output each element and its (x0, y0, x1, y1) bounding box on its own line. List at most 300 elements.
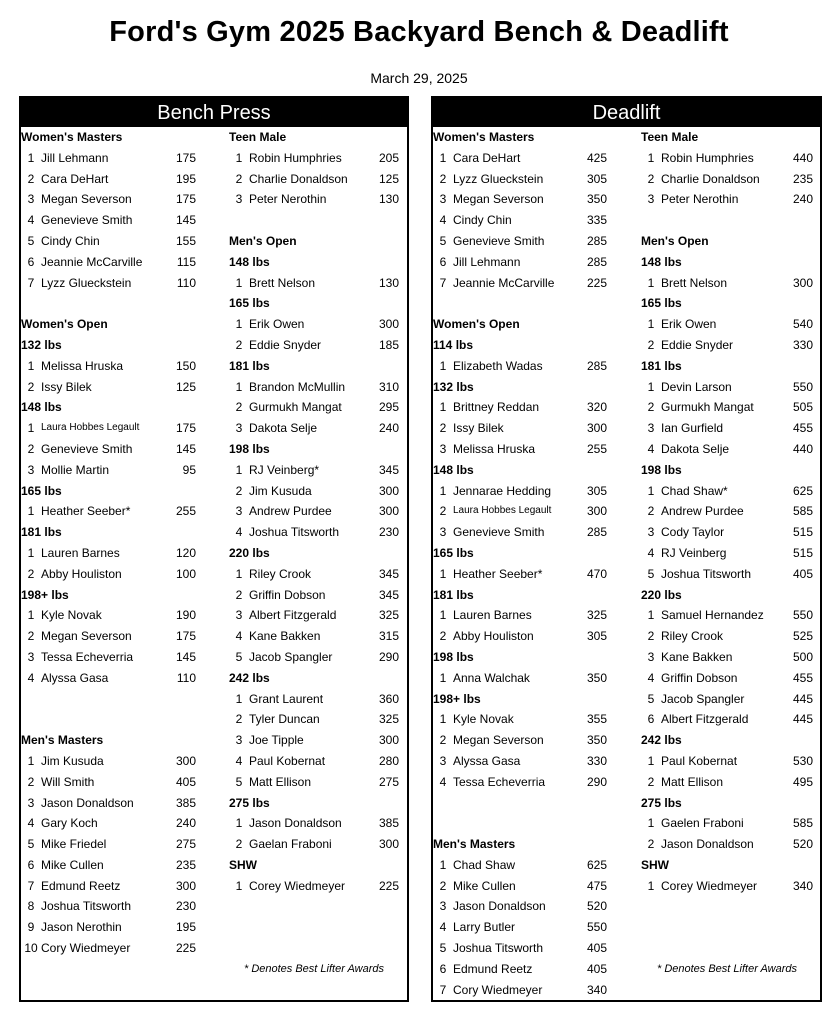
panel-title: Bench Press (21, 98, 407, 127)
lift-weight: 445 (792, 691, 813, 706)
lifter-name: Elizabeth Wadas (453, 358, 543, 373)
lifter-row (21, 605, 196, 626)
place-number: 2 (235, 171, 243, 186)
place-number: 3 (235, 733, 243, 748)
lifter-row (21, 148, 196, 169)
lifter-row (21, 668, 196, 689)
lifter-row (641, 772, 813, 793)
lifter-row (433, 730, 607, 751)
lift-weight: 360 (378, 691, 399, 706)
lifter-name: Heather Seeber* (41, 504, 131, 519)
lifter-row (641, 605, 813, 626)
place-number: 1 (27, 608, 35, 623)
lifter-row (229, 397, 399, 418)
lift-weight: 175 (175, 192, 196, 207)
lift-weight: 440 (792, 150, 813, 165)
lift-weight: 625 (792, 483, 813, 498)
place-number: 6 (27, 857, 35, 872)
place-number: 4 (647, 670, 655, 685)
place-number: 2 (235, 587, 243, 602)
lifter-name: Melissa Hruska (41, 358, 124, 373)
panel-title: Deadlift (433, 98, 820, 127)
lifter-name: Alyssa Gasa (453, 753, 521, 768)
lifter-name: RJ Veinberg (661, 545, 727, 560)
lifter-row (229, 647, 399, 668)
lifter-row (433, 169, 607, 190)
lift-weight: 155 (175, 233, 196, 248)
lifter-row (229, 626, 399, 647)
lifter-name: Megan Severson (453, 192, 544, 207)
lift-weight: 175 (175, 150, 196, 165)
lifter-name: Corey Wiedmeyer (249, 878, 346, 893)
place-number: 2 (647, 400, 655, 415)
lifter-name: Brett Nelson (249, 275, 316, 290)
lifter-name: Cory Wiedmeyer (453, 982, 543, 997)
lifter-name: Gaelan Fraboni (249, 837, 332, 852)
place-number: 1 (647, 275, 655, 290)
lift-weight: 520 (792, 837, 813, 852)
lifter-name: Edmund Reetz (453, 961, 533, 976)
place-number: 1 (439, 400, 447, 415)
lifter-row (433, 668, 607, 689)
category-heading: 198+ lbs (21, 587, 69, 602)
lift-weight: 345 (378, 566, 399, 581)
place-number: 1 (647, 317, 655, 332)
lifter-name: Jeannie McCarville (453, 275, 555, 290)
lifter-name: Jason Donaldson (453, 899, 546, 914)
place-number: 1 (235, 878, 243, 893)
place-number: 5 (647, 691, 655, 706)
lifter-name: Cindy Chin (41, 233, 100, 248)
category-heading: 181 lbs (21, 525, 62, 540)
lifter-name: Joshua Titsworth (41, 899, 132, 914)
lifter-name: Issy Bilek (453, 421, 504, 436)
place-number: 2 (647, 504, 655, 519)
place-number: 5 (439, 233, 447, 248)
lifter-row (433, 148, 607, 169)
place-number: 3 (439, 192, 447, 207)
lift-weight: 345 (378, 587, 399, 602)
place-number: 1 (27, 421, 35, 436)
place-number: 3 (27, 462, 35, 477)
footnote: * Denotes Best Lifter Awards (656, 962, 797, 975)
place-number: 3 (27, 192, 35, 207)
category-heading: Teen Male (229, 130, 287, 144)
spacer-row (21, 709, 196, 730)
lifter-name: Matt Ellison (249, 774, 312, 789)
place-number: 5 (27, 233, 35, 248)
place-number: 2 (647, 629, 655, 644)
place-number: 2 (27, 566, 35, 581)
lifter-row (641, 751, 813, 772)
lifter-name: Joshua Titsworth (661, 566, 752, 581)
lift-weight: 350 (586, 192, 607, 207)
lifter-name: Erik Owen (249, 317, 305, 332)
place-number: 1 (647, 379, 655, 394)
lifter-row (229, 834, 399, 855)
place-number: 2 (27, 441, 35, 456)
place-number: 1 (439, 566, 447, 581)
place-number: 2 (647, 774, 655, 789)
category-heading: Men's Masters (21, 733, 104, 748)
lifter-row (641, 501, 813, 522)
lifter-row (229, 481, 399, 502)
category-heading: 242 lbs (641, 733, 682, 748)
lifter-row (641, 335, 813, 356)
lift-weight: 530 (792, 753, 813, 768)
lifter-row (21, 543, 196, 564)
lifter-name: Alyssa Gasa (41, 670, 109, 685)
place-number: 4 (235, 753, 243, 768)
lifter-name: Jeannie McCarville (41, 254, 143, 269)
lifter-row (21, 418, 196, 439)
lift-weight: 445 (792, 712, 813, 727)
place-number: 3 (647, 421, 655, 436)
place-number: 6 (647, 712, 655, 727)
lifter-name: Cara DeHart (41, 171, 109, 186)
lift-weight: 300 (378, 317, 399, 332)
lifter-name: Brittney Reddan (453, 400, 540, 415)
place-number: 2 (439, 878, 447, 893)
lifter-row (229, 751, 399, 772)
lifter-row (229, 709, 399, 730)
lift-weight: 350 (586, 670, 607, 685)
lifter-row (229, 876, 399, 897)
place-number: 2 (235, 837, 243, 852)
lifter-row (21, 793, 196, 814)
lifter-row (229, 377, 399, 398)
lift-weight: 235 (792, 171, 813, 186)
place-number: 1 (235, 566, 243, 581)
lifter-name: Dakota Selje (661, 441, 730, 456)
category-heading: 148 lbs (229, 254, 270, 269)
lifter-name: Megan Severson (41, 629, 132, 644)
lifter-row (641, 626, 813, 647)
place-number: 4 (235, 525, 243, 540)
lifter-row (641, 273, 813, 294)
lifter-name: Andrew Purdee (249, 504, 332, 519)
lifter-name: Matt Ellison (661, 774, 724, 789)
footnote: * Denotes Best Lifter Awards (243, 962, 384, 975)
lift-weight: 550 (586, 920, 607, 935)
place-number: 4 (27, 816, 35, 831)
lift-weight: 280 (378, 753, 399, 768)
lift-weight: 540 (792, 317, 813, 332)
spacer-row (641, 938, 813, 959)
lifter-row (433, 751, 607, 772)
place-number: 5 (439, 941, 447, 956)
lifter-row (641, 397, 813, 418)
lift-weight: 300 (378, 504, 399, 519)
lifter-name: Jacob Spangler (661, 691, 745, 706)
category-heading: 198 lbs (641, 462, 682, 477)
lifter-name: Genevieve Smith (41, 441, 133, 456)
lift-weight: 230 (378, 525, 399, 540)
lifter-row (641, 439, 813, 460)
lift-weight: 255 (175, 504, 196, 519)
lift-weight: 405 (175, 774, 196, 789)
lifter-row (641, 647, 813, 668)
lift-weight: 145 (175, 213, 196, 228)
spacer-row (641, 896, 813, 917)
lifter-name: Cara DeHart (453, 150, 521, 165)
lifter-name: Samuel Hernandez (661, 608, 764, 623)
lift-weight: 145 (175, 441, 196, 456)
lift-weight: 405 (586, 941, 607, 956)
lifter-name: Kane Bakken (661, 649, 733, 664)
spacer-row (229, 896, 399, 917)
place-number: 2 (235, 400, 243, 415)
place-number: 1 (439, 857, 447, 872)
place-number: 4 (235, 629, 243, 644)
lifter-row (21, 751, 196, 772)
lifter-row (229, 772, 399, 793)
place-number: 4 (27, 670, 35, 685)
lifter-name: Andrew Purdee (661, 504, 744, 519)
lift-weight: 290 (586, 774, 607, 789)
lifter-row (641, 689, 813, 710)
category-heading: 165 lbs (229, 296, 270, 311)
lift-weight: 515 (792, 525, 813, 540)
lifter-row (229, 169, 399, 190)
lifter-row (21, 356, 196, 377)
category-heading: Women's Open (433, 317, 520, 332)
lift-weight: 190 (175, 608, 196, 623)
category-heading: Women's Masters (433, 130, 535, 144)
lifter-name: Corey Wiedmeyer (661, 878, 758, 893)
bench-press-right-column (229, 127, 399, 980)
spacer-row (229, 938, 399, 959)
place-number: 2 (439, 421, 447, 436)
lifter-name: Megan Severson (41, 192, 132, 207)
lift-weight: 275 (378, 774, 399, 789)
category-heading: 198 lbs (433, 649, 474, 664)
place-number: 4 (647, 545, 655, 560)
lifter-row (229, 189, 399, 210)
spacer-row (433, 813, 607, 834)
lifter-name: Riley Crook (249, 566, 312, 581)
lifter-row (21, 938, 196, 959)
lifter-row (433, 481, 607, 502)
place-number: 1 (27, 504, 35, 519)
lift-weight: 305 (586, 629, 607, 644)
place-number: 5 (235, 774, 243, 789)
place-number: 2 (27, 774, 35, 789)
lifter-name: Mike Cullen (41, 857, 104, 872)
lifter-row (641, 314, 813, 335)
place-number: 5 (235, 649, 243, 664)
place-number: 4 (439, 774, 447, 789)
place-number: 3 (439, 525, 447, 540)
lifter-name: Paul Kobernat (249, 753, 326, 768)
lifter-name: Gary Koch (41, 816, 98, 831)
lifter-row (433, 252, 607, 273)
lift-weight: 475 (586, 878, 607, 893)
lifter-row (229, 273, 399, 294)
lifter-row (21, 439, 196, 460)
spacer-row (641, 210, 813, 231)
lift-weight: 300 (378, 837, 399, 852)
place-number: 10 (24, 941, 38, 956)
category-heading: 165 lbs (433, 545, 474, 560)
lifter-row (21, 813, 196, 834)
place-number: 2 (27, 629, 35, 644)
category-heading: Men's Masters (433, 837, 516, 852)
lifter-name: Lyzz Glueckstein (453, 171, 544, 186)
lift-weight: 300 (378, 733, 399, 748)
lift-weight: 285 (586, 254, 607, 269)
place-number: 4 (27, 213, 35, 228)
category-heading: 165 lbs (21, 483, 62, 498)
lift-weight: 95 (182, 462, 196, 477)
lifter-name: Gurmukh Mangat (661, 400, 754, 415)
lift-weight: 305 (586, 171, 607, 186)
place-number: 1 (27, 358, 35, 373)
place-number: 1 (647, 150, 655, 165)
lifter-name: Laura Hobbes Legault (41, 422, 140, 434)
category-heading: 181 lbs (433, 587, 474, 602)
lifter-name: Megan Severson (453, 733, 544, 748)
lifter-row (229, 730, 399, 751)
place-number: 3 (235, 504, 243, 519)
lifter-row (229, 418, 399, 439)
lift-weight: 115 (176, 254, 196, 269)
lift-weight: 195 (175, 920, 196, 935)
lifter-row (641, 543, 813, 564)
lifter-name: Larry Butler (453, 920, 516, 935)
bench-press-left-column (21, 127, 196, 959)
lifter-row (21, 626, 196, 647)
lift-weight: 300 (586, 421, 607, 436)
category-heading: Women's Masters (21, 130, 123, 144)
lifter-name: Lauren Barnes (41, 545, 120, 560)
lift-weight: 425 (586, 150, 607, 165)
lift-weight: 385 (175, 795, 196, 810)
lift-weight: 345 (378, 462, 399, 477)
category-heading: 220 lbs (229, 545, 270, 560)
place-number: 9 (27, 920, 35, 935)
category-heading: 114 lbs (433, 337, 474, 352)
lifter-row (433, 772, 607, 793)
place-number: 3 (27, 795, 35, 810)
lift-weight: 330 (586, 753, 607, 768)
lift-weight: 100 (175, 566, 196, 581)
lifter-name: Robin Humphries (661, 150, 754, 165)
deadlift-right-column (641, 127, 813, 980)
lift-weight: 290 (378, 649, 399, 664)
place-number: 2 (439, 504, 447, 519)
lifter-name: Gurmukh Mangat (249, 400, 342, 415)
lift-weight: 355 (586, 712, 607, 727)
place-number: 3 (647, 649, 655, 664)
lifter-row (641, 564, 813, 585)
lift-weight: 145 (175, 649, 196, 664)
lift-weight: 455 (792, 421, 813, 436)
lift-weight: 495 (792, 774, 813, 789)
place-number: 7 (27, 878, 35, 893)
lift-weight: 325 (586, 608, 607, 623)
lifter-row (433, 397, 607, 418)
lift-weight: 335 (586, 213, 607, 228)
lifter-row (641, 189, 813, 210)
lifter-row (433, 876, 607, 897)
lifter-row (641, 522, 813, 543)
place-number: 7 (439, 982, 447, 997)
spacer-row (21, 689, 196, 710)
lifter-name: Gaelen Fraboni (661, 816, 744, 831)
lifter-row (21, 460, 196, 481)
lift-weight: 470 (586, 566, 607, 581)
lift-weight: 550 (792, 379, 813, 394)
lifter-name: Peter Nerothin (661, 192, 739, 207)
lifter-row (433, 522, 607, 543)
lifter-name: Melissa Hruska (453, 441, 536, 456)
lift-weight: 275 (175, 837, 196, 852)
place-number: 1 (439, 483, 447, 498)
lifter-name: Brandon McMullin (249, 379, 346, 394)
category-heading: SHW (641, 857, 669, 872)
lifter-row (21, 189, 196, 210)
lifter-name: Tessa Echeverria (41, 649, 134, 664)
lift-weight: 205 (378, 150, 399, 165)
lift-weight: 240 (792, 192, 813, 207)
lift-weight: 150 (175, 358, 196, 373)
lifter-name: Charlie Donaldson (661, 171, 760, 186)
place-number: 6 (27, 254, 35, 269)
lifter-row (229, 813, 399, 834)
category-heading: 275 lbs (641, 795, 682, 810)
lifter-row (433, 210, 607, 231)
lifter-row (21, 377, 196, 398)
category-heading: 148 lbs (21, 400, 62, 415)
place-number: 8 (27, 899, 35, 914)
place-number: 6 (439, 961, 447, 976)
place-number: 2 (439, 629, 447, 644)
place-number: 1 (647, 753, 655, 768)
lifter-row (433, 605, 607, 626)
place-number: 1 (235, 150, 243, 165)
lifter-name: Mollie Martin (41, 462, 110, 477)
lifter-row (229, 564, 399, 585)
lifter-row (229, 585, 399, 606)
place-number: 2 (439, 733, 447, 748)
place-number: 1 (27, 545, 35, 560)
event-date: March 29, 2025 (370, 70, 468, 86)
lift-weight: 125 (175, 379, 196, 394)
lifter-name: Kane Bakken (249, 629, 321, 644)
lifter-name: Robin Humphries (249, 150, 342, 165)
lifter-name: Cory Wiedmeyer (41, 941, 131, 956)
lifter-row (21, 273, 196, 294)
lifter-name: Devin Larson (661, 379, 732, 394)
place-number: 4 (439, 920, 447, 935)
lift-weight: 240 (378, 421, 399, 436)
lift-weight: 240 (175, 816, 196, 831)
place-number: 2 (647, 837, 655, 852)
lift-weight: 320 (586, 400, 607, 415)
spacer-row (641, 917, 813, 938)
place-number: 3 (647, 525, 655, 540)
lifter-name: Charlie Donaldson (249, 171, 348, 186)
place-number: 1 (235, 816, 243, 831)
lifter-row (641, 668, 813, 689)
place-number: 3 (235, 421, 243, 436)
page-title: Ford's Gym 2025 Backyard Bench & Deadlift (109, 16, 729, 48)
lift-weight: 195 (175, 171, 196, 186)
lifter-row (229, 460, 399, 481)
category-heading: 242 lbs (229, 670, 270, 685)
lifter-name: Heather Seeber* (453, 566, 543, 581)
